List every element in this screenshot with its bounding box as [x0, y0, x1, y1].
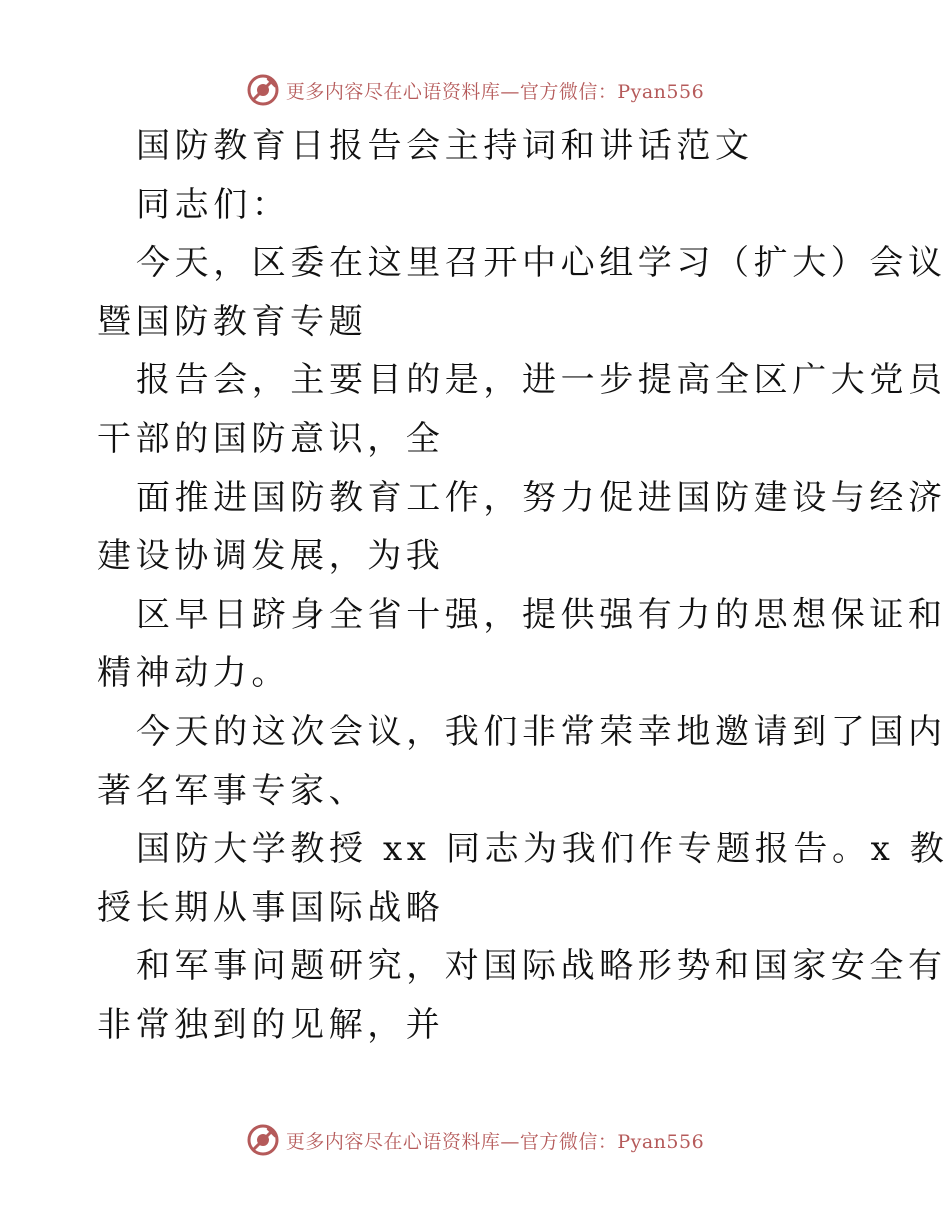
- paragraph-line: 国防大学教授 xx 同志为我们作专题报告。x 教: [136, 829, 949, 870]
- paragraph-line: 著名军事专家、: [97, 770, 368, 811]
- footer-banner: [0, 1122, 950, 1158]
- footer-banner-text: 更多内容尽在心语资料库—官方微信：Pyan556: [285, 1130, 705, 1153]
- paragraph-line: 授长期从事国际战略: [97, 887, 445, 928]
- seal-icon: [246, 1123, 280, 1157]
- paragraph-line: 报告会，主要目的是，进一步提高全区广大党员: [136, 360, 947, 401]
- document-title: 国防教育日报告会主持词和讲话范文: [136, 126, 754, 166]
- paragraph-line: 精神动力。: [97, 653, 290, 694]
- paragraph-line: 非常独到的见解，并: [97, 1004, 445, 1045]
- header-banner-text: 更多内容尽在心语资料库—官方微信：Pyan556: [285, 80, 705, 103]
- paragraph-line: 和军事问题研究，对国际战略形势和国家安全有: [136, 946, 947, 987]
- paragraph-line: 暨国防教育专题: [97, 301, 368, 342]
- paragraph-line: 干部的国防意识，全: [97, 418, 445, 459]
- paragraph-line: 区早日跻身全省十强，提供强有力的思想保证和: [136, 594, 947, 635]
- paragraph-line: 面推进国防教育工作，努力促进国防建设与经济: [136, 477, 947, 518]
- paragraph-line: 今天的这次会议，我们非常荣幸地邀请到了国内: [136, 711, 947, 752]
- paragraph-line: 今天，区委在这里召开中心组学习（扩大）会议: [136, 243, 947, 284]
- seal-icon: [246, 73, 280, 107]
- header-banner: [0, 72, 950, 108]
- paragraph-line: 建设协调发展，为我: [97, 536, 445, 577]
- document-body: [0, 117, 950, 1055]
- salutation: 同志们：: [136, 184, 291, 225]
